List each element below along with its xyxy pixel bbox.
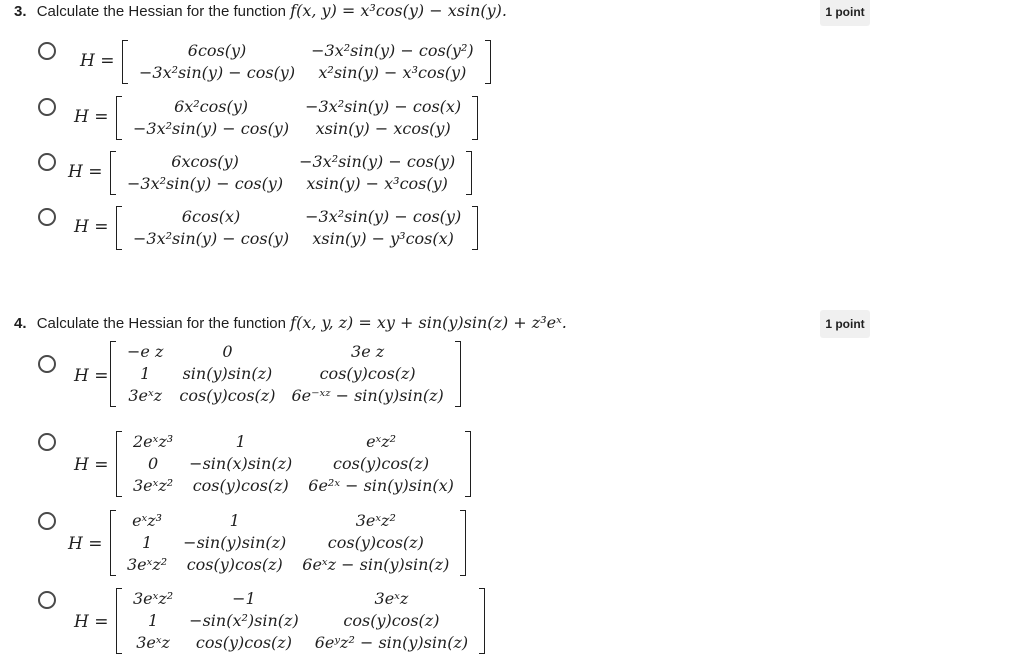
matrix-column xyxy=(119,151,291,195)
matrix-entry: −3x²sin(y) − cos(y) xyxy=(133,119,290,138)
matrix-entry: 1 xyxy=(229,511,240,530)
right-bracket xyxy=(455,341,461,407)
matrix-body xyxy=(122,206,472,250)
matrix-entry: 1 xyxy=(147,611,159,630)
q4-option-b-matrix xyxy=(116,431,471,497)
matrix-entry: eˣz² xyxy=(366,432,397,451)
q4-option-b-label xyxy=(74,455,108,475)
matrix-body xyxy=(116,151,466,195)
matrix-entry: cos(y)cos(z) xyxy=(333,454,430,473)
matrix-entry: xsin(y) − y³cos(x) xyxy=(312,229,454,248)
q4-option-d-radio[interactable] xyxy=(38,591,56,609)
hessian-symbol: H = xyxy=(74,217,109,237)
matrix-entry: 0 xyxy=(147,454,159,473)
matrix-entry: −sin(x²)sin(z) xyxy=(189,611,299,630)
matrix-entry: −3x²sin(y) − cos(y) xyxy=(299,152,456,171)
matrix-body xyxy=(122,96,472,140)
hessian-symbol: H = xyxy=(68,534,103,554)
question-prompt: Calculate the Hessian for the function xyxy=(36,3,286,20)
q3-option-c-radio[interactable] xyxy=(38,153,56,171)
matrix-column xyxy=(175,510,294,576)
matrix-entry: 6cos(y) xyxy=(187,41,247,60)
q3-option-b-radio[interactable] xyxy=(38,98,56,116)
matrix-entry: 3eˣz xyxy=(136,633,170,652)
matrix-body xyxy=(116,510,460,576)
matrix-column xyxy=(297,96,469,140)
matrix-column xyxy=(181,431,300,497)
right-bracket xyxy=(472,206,478,250)
matrix-entry: −3x²sin(y) − cos(y²) xyxy=(311,41,474,60)
question-4-header xyxy=(14,313,567,332)
q3-option-a-label xyxy=(80,51,114,71)
hessian-symbol: H = xyxy=(80,51,115,71)
matrix-entry: −sin(x)sin(z) xyxy=(189,454,293,473)
matrix-column xyxy=(307,588,476,654)
points-badge: 1 point xyxy=(820,0,870,26)
matrix-column xyxy=(294,510,457,576)
matrix-column xyxy=(171,341,283,407)
matrix-column xyxy=(181,588,307,654)
right-bracket xyxy=(472,96,478,140)
matrix-entry: 6eˣz − sin(y)sin(z) xyxy=(302,555,450,574)
matrix-entry: 1 xyxy=(235,432,246,451)
matrix-entry: −3x²sin(y) − cos(y) xyxy=(127,174,284,193)
matrix-column xyxy=(125,96,297,140)
q4-option-a-label xyxy=(74,366,108,386)
matrix-column xyxy=(125,431,181,497)
matrix-entry: xsin(y) − xcos(y) xyxy=(315,119,451,138)
question-function: f(x, y) = x³cos(y) − xsin(y). xyxy=(290,1,507,20)
hessian-symbol: H = xyxy=(74,366,109,386)
matrix-entry: cos(y)cos(z) xyxy=(179,386,276,405)
matrix-column xyxy=(297,206,469,250)
matrix-column xyxy=(125,206,297,250)
matrix-entry: 3eˣz² xyxy=(355,511,396,530)
matrix-entry: cos(y)cos(z) xyxy=(343,611,440,630)
matrix-column xyxy=(131,40,303,84)
q3-option-b-matrix xyxy=(116,96,478,140)
q3-option-d-label xyxy=(74,217,108,237)
matrix-entry: −3x²sin(y) − cos(x) xyxy=(305,97,462,116)
matrix-entry: 1 xyxy=(141,533,153,552)
points-badge: 1 point xyxy=(820,310,870,338)
matrix-body xyxy=(128,40,485,84)
matrix-entry: 3eˣz xyxy=(374,589,409,608)
question-number: 3. xyxy=(14,3,27,20)
hessian-symbol: H = xyxy=(74,455,109,475)
matrix-entry: −sin(y)sin(z) xyxy=(183,533,287,552)
matrix-column xyxy=(119,341,171,407)
matrix-entry: 6xcos(y) xyxy=(171,152,239,171)
matrix-entry: 3eˣz² xyxy=(133,589,174,608)
matrix-column xyxy=(125,588,181,654)
matrix-column xyxy=(283,341,451,407)
question-number: 4. xyxy=(14,315,27,332)
matrix-entry: xsin(y) − x³cos(y) xyxy=(306,174,448,193)
q3-option-c-matrix xyxy=(110,151,472,195)
q3-option-d-radio[interactable] xyxy=(38,208,56,226)
matrix-entry: 2eˣz³ xyxy=(133,432,174,451)
matrix-entry: cos(y)cos(z) xyxy=(327,533,424,552)
matrix-entry: cos(y)cos(z) xyxy=(195,633,292,652)
right-bracket xyxy=(466,151,472,195)
matrix-entry: 0 xyxy=(222,342,233,361)
matrix-entry: 6e²ˣ − sin(y)sin(x) xyxy=(308,476,454,495)
matrix-entry: −3x²sin(y) − cos(y) xyxy=(139,63,296,82)
q4-option-a-matrix xyxy=(110,341,461,407)
matrix-entry: −3x²sin(y) − cos(y) xyxy=(305,207,462,226)
q4-option-a-radio[interactable] xyxy=(38,355,56,373)
q4-option-c-matrix xyxy=(110,510,466,576)
matrix-entry: eˣz³ xyxy=(132,511,163,530)
matrix-entry: −1 xyxy=(232,589,256,608)
q4-option-d-clip xyxy=(116,586,506,652)
matrix-entry: 3eˣz² xyxy=(127,555,168,574)
question-function: f(x, y, z) = xy + sin(y)sin(z) + z³eˣ. xyxy=(290,313,567,332)
matrix-entry: 6cos(x) xyxy=(181,207,241,226)
q4-option-a-clip xyxy=(110,342,490,413)
q3-option-c-label xyxy=(68,162,102,182)
matrix-body xyxy=(122,588,479,654)
right-bracket xyxy=(460,510,466,576)
q3-option-a-radio[interactable] xyxy=(38,42,56,60)
matrix-entry: 3e z xyxy=(351,342,385,361)
q4-option-d-label xyxy=(74,612,108,632)
matrix-entry: 6eʸz² − sin(y)sin(z) xyxy=(314,633,469,652)
matrix-entry: sin(y)sin(z) xyxy=(182,364,273,383)
question-prompt: Calculate the Hessian for the function xyxy=(36,315,286,332)
matrix-entry: x²sin(y) − x³cos(y) xyxy=(318,63,467,82)
matrix-entry: 6e⁻ˣᶻ − sin(y)sin(z) xyxy=(291,386,444,405)
right-bracket xyxy=(465,431,471,497)
matrix-entry: cos(y)cos(z) xyxy=(319,364,416,383)
question-3-header xyxy=(14,1,507,20)
q4-option-c-label xyxy=(68,534,102,554)
matrix-column xyxy=(291,151,463,195)
matrix-column xyxy=(300,431,462,497)
right-bracket xyxy=(479,588,485,654)
matrix-entry: −e z xyxy=(127,342,164,361)
q4-option-c-radio[interactable] xyxy=(38,512,56,530)
hessian-symbol: H = xyxy=(74,612,109,632)
matrix-entry: 6x²cos(y) xyxy=(174,97,249,116)
matrix-entry: −3x²sin(y) − cos(y) xyxy=(133,229,290,248)
matrix-column xyxy=(303,40,482,84)
q3-option-a-matrix xyxy=(122,40,491,84)
q4-option-b-radio[interactable] xyxy=(38,433,56,451)
right-bracket xyxy=(485,40,491,84)
matrix-column xyxy=(119,510,175,576)
q4-option-d-matrix xyxy=(116,588,485,654)
matrix-entry: cos(y)cos(z) xyxy=(192,476,289,495)
q3-option-d-matrix xyxy=(116,206,478,250)
matrix-entry: 3eˣz xyxy=(128,386,163,405)
matrix-entry: cos(y)cos(z) xyxy=(186,555,283,574)
matrix-body xyxy=(122,431,465,497)
q3-option-b-label xyxy=(74,107,108,127)
matrix-entry: 3eˣz² xyxy=(133,476,174,495)
matrix-entry: 1 xyxy=(140,364,151,383)
hessian-symbol: H = xyxy=(74,107,109,127)
matrix-body xyxy=(116,341,455,407)
hessian-symbol: H = xyxy=(68,162,103,182)
